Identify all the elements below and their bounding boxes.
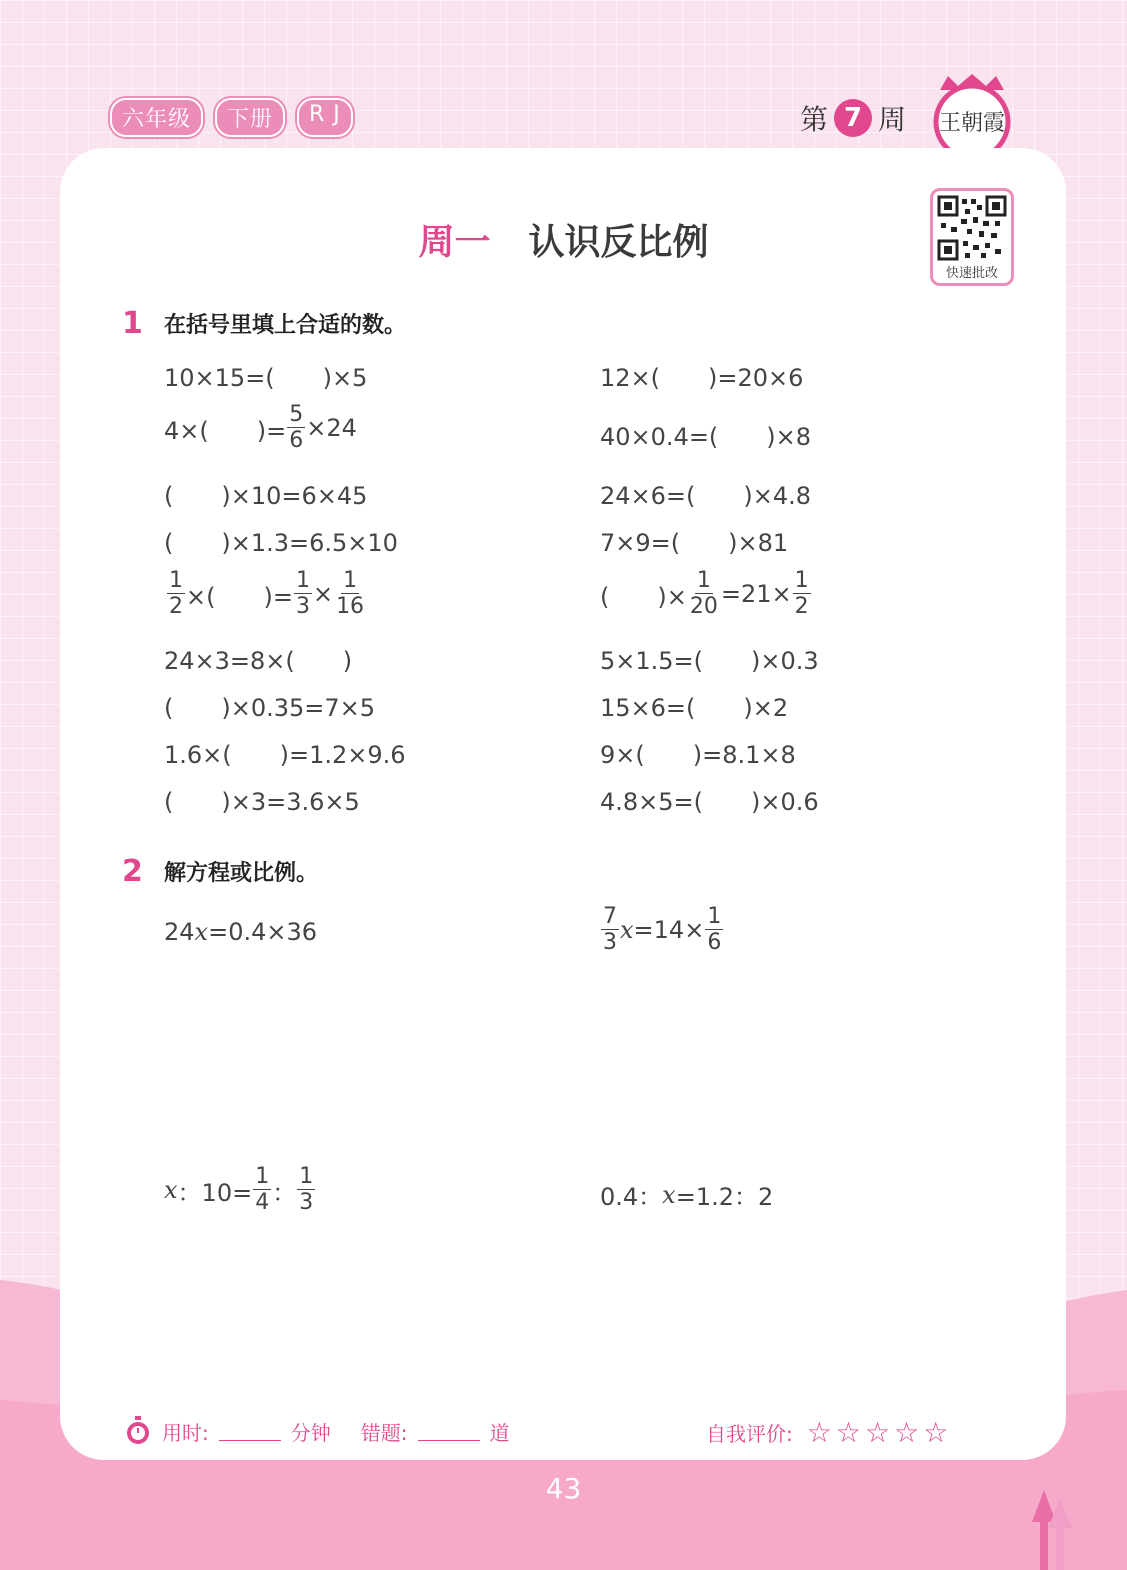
equation-9a[interactable]: ( )×3=3.6×5 <box>164 788 360 816</box>
title-topic: 认识反比例 <box>528 222 709 263</box>
equation-2a[interactable]: 4×( )= $\frac{5}{6}$ ×24 <box>164 402 357 453</box>
wrong-blank[interactable] <box>418 1422 480 1441</box>
equation-1b[interactable]: 12×( )=20×6 <box>600 364 804 392</box>
time-label: 用时: <box>162 1420 209 1445</box>
equation-7a[interactable]: ( )×0.35=7×5 <box>164 694 376 722</box>
section-1-heading <box>122 306 406 341</box>
volume-tag: 下册 <box>215 98 285 137</box>
time-tracker <box>124 1416 510 1446</box>
stopwatch-icon <box>124 1416 152 1446</box>
equation-9b[interactable]: 4.8×5=( )×0.6 <box>600 788 819 816</box>
equation-6b[interactable]: 5×1.5=( )×0.3 <box>600 647 819 675</box>
section-instruction: 在括号里填上合适的数。 <box>164 313 407 338</box>
grade-tags <box>110 98 353 137</box>
equation-1a[interactable]: 10×15=( )×5 <box>164 364 368 392</box>
edition-tag: R J <box>297 98 353 137</box>
section-2-heading <box>122 854 318 889</box>
equation-3b[interactable]: 24×6=( )×4.8 <box>600 482 812 510</box>
self-eval-label: 自我评价: <box>706 1422 793 1446</box>
page-number: 43 <box>545 1472 582 1505</box>
equation-s2-2b[interactable]: 0.4： x =1.2：2 <box>600 1180 774 1211</box>
equation-2b[interactable]: 40×0.4=( )×8 <box>600 423 812 451</box>
equation-8a[interactable]: 1.6×( )=1.2×9.6 <box>164 741 406 769</box>
week-suffix: 周 <box>878 103 907 136</box>
equation-s2-1b[interactable]: $\frac{7}{3}$ x =14× $\frac{1}{6}$ <box>603 904 722 955</box>
title-day: 周一 <box>418 222 491 263</box>
arrow-decoration-icon <box>1030 1490 1075 1570</box>
equation-7b[interactable]: 15×6=( )×2 <box>600 694 789 722</box>
week-prefix: 第 <box>800 103 829 136</box>
qr-caption: 快速批改 <box>945 266 998 281</box>
equation-3a[interactable]: ( )×10=6×45 <box>164 482 368 510</box>
self-evaluation <box>706 1416 952 1449</box>
wrong-label: 错题: <box>360 1420 408 1445</box>
equation-6a[interactable]: 24×3=8×( ) <box>164 647 353 675</box>
section-number: 2 <box>122 854 143 889</box>
equation-s2-1a[interactable]: 24 x =0.4×36 <box>164 918 318 946</box>
qr-code[interactable] <box>930 188 1014 286</box>
equation-4a[interactable]: ( )×1.3=6.5×10 <box>164 529 398 557</box>
week-number: 7 <box>834 99 872 137</box>
grade-tag: 六年级 <box>110 98 203 137</box>
equation-5a[interactable]: $\frac{1}{2}$ ×( )= $\frac{1}{3}$ × $\frac{1}{16}$ <box>169 568 365 619</box>
rating-stars[interactable]: ☆☆☆☆☆ <box>806 1416 953 1449</box>
equation-8b[interactable]: 9×( )=8.1×8 <box>600 741 796 769</box>
minutes-label: 分钟 <box>290 1420 331 1445</box>
equation-5b[interactable]: ( )× $\frac{1}{20}$ =21× $\frac{1}{2}$ <box>600 568 809 619</box>
equation-s2-2a[interactable]: x ：10= $\frac{1}{4}$ ： $\frac{1}{3}$ <box>164 1164 314 1215</box>
time-blank[interactable] <box>219 1422 281 1441</box>
wrong-unit: 道 <box>489 1420 510 1445</box>
section-number: 1 <box>122 306 143 341</box>
qr-pattern-icon <box>937 195 1007 261</box>
equation-4b[interactable]: 7×9=( )×81 <box>600 529 789 557</box>
section-instruction: 解方程或比例。 <box>164 861 319 886</box>
week-label <box>800 98 906 138</box>
brand-text: 王朝霞 <box>938 111 1006 136</box>
